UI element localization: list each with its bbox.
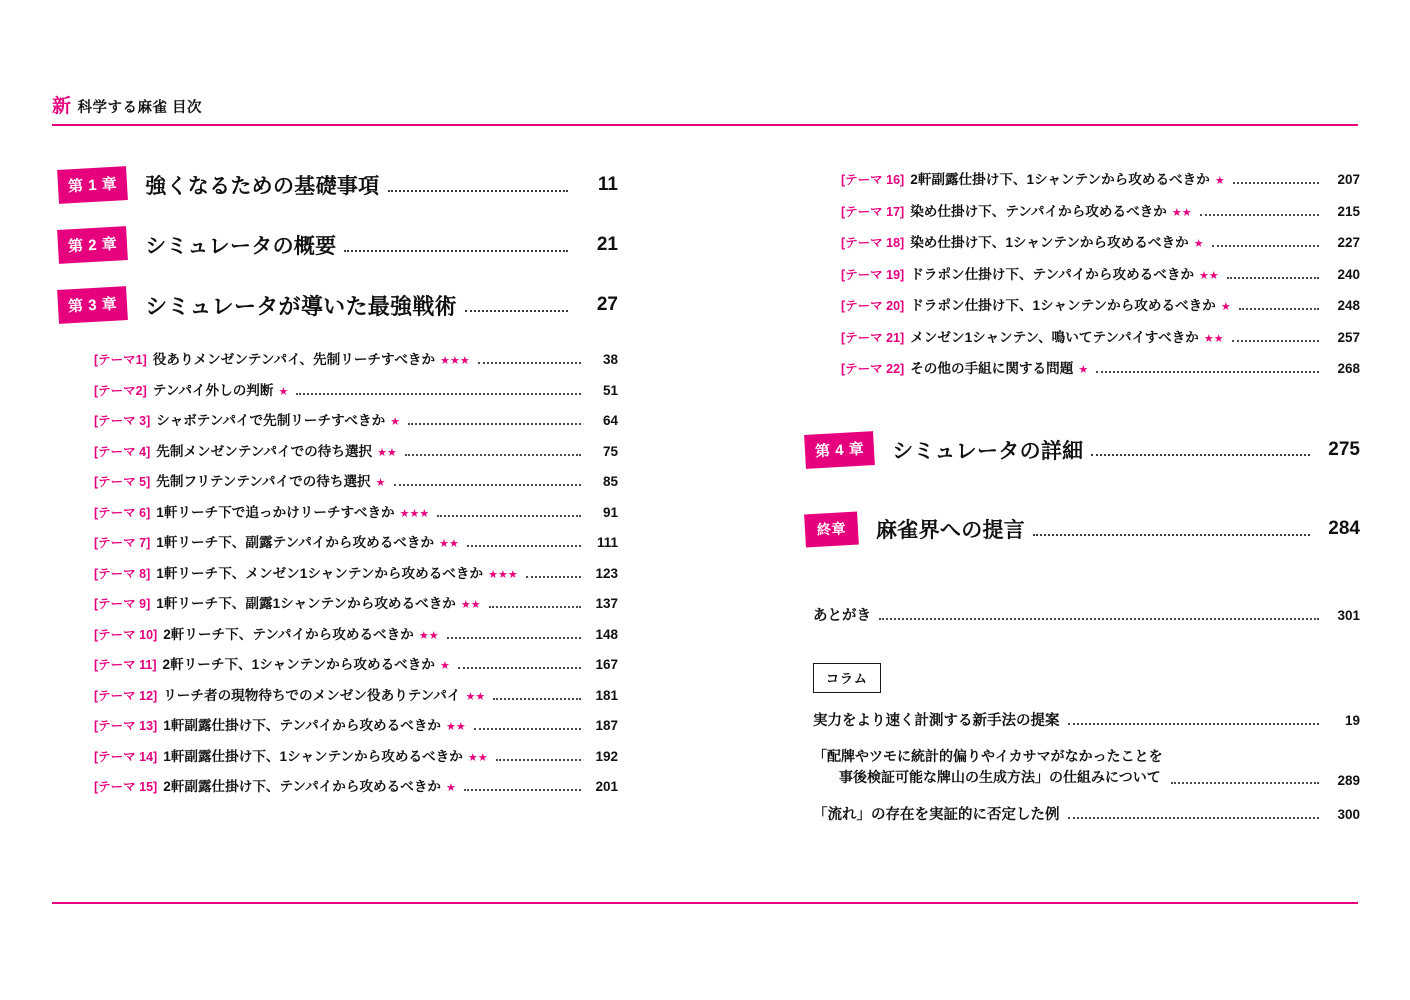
leader-dots — [1091, 443, 1310, 456]
chapter-entry-4[interactable] — [785, 433, 1360, 467]
theme-title: 2軒副露仕掛け下、1シャンテンから攻めるべきか — [910, 172, 1210, 187]
theme-page-number: 257 — [1337, 329, 1360, 345]
theme-page-number: 148 — [595, 626, 618, 642]
left-column — [58, 168, 618, 806]
theme-entry[interactable] — [58, 531, 618, 551]
theme-title: 先制メンゼンテンパイでの待ち選択 — [156, 443, 373, 459]
theme-page-number: 137 — [595, 596, 618, 611]
section-spacer — [785, 572, 1360, 604]
theme-tag: [テーマ 22] — [841, 362, 905, 376]
footer-divider — [52, 902, 1358, 904]
chapter-entry-1[interactable] — [58, 168, 618, 202]
theme-title: 1軒リーチ下で追っかけリーチすべきか — [156, 504, 395, 520]
theme-page-number: 248 — [1337, 298, 1360, 313]
theme-tag: [テーマ 3] — [94, 414, 151, 428]
theme-tag: [テーマ 20] — [841, 299, 905, 313]
theme-title: 染め仕掛け下、テンパイから攻めるべきか — [910, 203, 1167, 219]
theme-tag: [テーマ 11] — [94, 658, 157, 672]
leader-dots — [879, 613, 1319, 620]
chapter-title: シミュレータが導いた最強戦術 — [145, 293, 457, 319]
afterword-entry[interactable] — [785, 604, 1360, 625]
theme-entry[interactable] — [58, 775, 618, 795]
theme-entry[interactable] — [58, 684, 618, 704]
chapter-page-number: 27 — [596, 294, 618, 315]
difficulty-stars: ★★★ — [488, 568, 518, 581]
theme-page-number: 111 — [596, 535, 618, 550]
chapter-page-number: 11 — [597, 174, 618, 195]
theme-entry[interactable] — [58, 409, 618, 429]
theme-page-number: 215 — [1337, 203, 1360, 219]
leader-dots — [474, 723, 581, 730]
theme-page-number: 181 — [595, 687, 618, 703]
difficulty-stars: ★ — [1193, 238, 1204, 250]
theme-title: リーチ者の現物待ちでのメンゼン役ありテンパイ — [163, 687, 461, 703]
theme-tag: [テーマ 9] — [94, 597, 151, 611]
column-page-number: 300 — [1337, 806, 1360, 822]
theme-page-number: 64 — [602, 413, 618, 428]
difficulty-stars: ★★★ — [399, 507, 430, 520]
leader-dots — [496, 754, 581, 761]
chapter-entry-2[interactable] — [58, 228, 618, 262]
page-header — [52, 96, 1358, 130]
difficulty-stars: ★ — [1214, 175, 1225, 187]
leader-dots — [465, 299, 568, 312]
difficulty-stars: ★ — [278, 385, 289, 398]
theme-title: シャボテンパイで先制リーチすべきか — [156, 413, 386, 428]
theme-tag: [テーマ 21] — [841, 330, 905, 345]
column-entry[interactable] — [785, 803, 1360, 824]
column-title: 「流れ」の存在を実証的に否定した例 — [813, 806, 1060, 823]
difficulty-stars: ★ — [439, 660, 450, 672]
theme-page-number: 227 — [1337, 235, 1360, 250]
theme-title: その他の手組に関する問題 — [910, 361, 1074, 376]
theme-page-number: 167 — [595, 657, 618, 672]
leader-dots — [493, 693, 581, 700]
theme-entry[interactable] — [785, 200, 1360, 220]
difficulty-stars: ★★ — [418, 629, 439, 642]
chapter-title: 強くなるための基礎事項 — [145, 175, 380, 198]
theme-tag: [テーマ 14] — [94, 749, 158, 764]
leader-dots — [1227, 272, 1319, 279]
theme-entry[interactable] — [58, 348, 618, 368]
chapter-page-number: 275 — [1328, 438, 1360, 460]
theme-title: メンゼン1シャンテン、鳴いてテンパイすべきか — [910, 329, 1199, 345]
column-title: 実力をより速く計測する新手法の提案 — [813, 712, 1060, 729]
section-spacer — [785, 389, 1360, 433]
leader-dots — [489, 601, 581, 608]
theme-title: 1軒リーチ下、副露1シャンテンから攻めるべきか — [156, 596, 456, 611]
theme-tag: [テーマ 17] — [841, 204, 905, 219]
theme-title: 先制フリテンテンパイでの待ち選択 — [156, 474, 371, 489]
theme-tag: [テーマ 8] — [94, 566, 151, 581]
leader-dots — [464, 784, 581, 791]
leader-dots — [344, 239, 568, 252]
theme-entry[interactable] — [785, 357, 1360, 377]
difficulty-stars: ★★ — [467, 751, 488, 764]
difficulty-stars: ★★ — [460, 599, 481, 611]
column-section-label: コラム — [813, 663, 881, 693]
theme-tag: [テーマ 19] — [841, 267, 905, 282]
theme-title: 染め仕掛け下、1シャンテンから攻めるべきか — [910, 235, 1189, 250]
difficulty-stars: ★★ — [439, 538, 459, 550]
theme-title: 2軒リーチ下、テンパイから攻めるべきか — [163, 626, 414, 642]
theme-tag: [テーマ 13] — [94, 719, 158, 733]
theme-tag: [テーマ1] — [94, 353, 147, 367]
leader-dots — [478, 357, 581, 364]
theme-page-number: 123 — [595, 565, 618, 581]
leader-dots — [1068, 812, 1320, 819]
theme-entry[interactable] — [58, 592, 618, 612]
theme-entry[interactable] — [58, 501, 618, 521]
afterword-page-number: 301 — [1337, 607, 1360, 623]
leader-dots — [447, 632, 581, 639]
chapter-title: シミュレータの詳細 — [892, 439, 1084, 463]
leader-dots — [458, 662, 581, 669]
theme-entry[interactable] — [785, 326, 1360, 346]
theme-tag: [テーマ 4] — [94, 444, 151, 459]
theme-entry[interactable] — [58, 470, 618, 490]
theme-title: 1軒副露仕掛け下、1シャンテンから攻めるべきか — [163, 748, 463, 764]
column-title-line2: 事後検証可能な牌山の生成方法」の仕組みについて — [839, 769, 1161, 786]
theme-entry[interactable] — [58, 562, 618, 582]
difficulty-stars: ★★ — [465, 690, 486, 703]
theme-page-number: 187 — [595, 718, 618, 733]
theme-entry[interactable] — [58, 653, 618, 673]
theme-tag: [テーマ 15] — [94, 780, 158, 794]
difficulty-stars: ★★ — [1203, 332, 1224, 345]
leader-dots — [405, 449, 581, 456]
theme-tag: [テーマ 5] — [94, 475, 151, 489]
theme-entry[interactable] — [58, 440, 618, 460]
chapter-badge: 第 4 章 — [804, 431, 875, 469]
difficulty-stars: ★★ — [1171, 206, 1192, 219]
header-title-text: 科学する麻雀 目次 — [77, 100, 203, 116]
chapter-badge: 第 2 章 — [57, 226, 128, 264]
theme-page-number: 75 — [602, 443, 618, 459]
column-page-number: 19 — [1344, 712, 1360, 728]
leader-dots — [388, 179, 569, 192]
leader-dots — [1232, 335, 1319, 342]
theme-page-number: 91 — [602, 504, 618, 520]
column-entry[interactable] — [785, 746, 1360, 789]
leader-dots — [296, 388, 581, 395]
theme-entry[interactable] — [785, 231, 1360, 251]
leader-dots — [1033, 523, 1310, 536]
chapter-title: シミュレータの概要 — [145, 235, 337, 258]
header-mark: 新 — [52, 96, 72, 117]
theme-page-number: 201 — [595, 779, 618, 794]
theme-tag: [テーマ 16] — [841, 173, 905, 187]
chapter-page-number: 284 — [1328, 518, 1360, 539]
afterword-label: あとがき — [813, 607, 871, 624]
difficulty-stars: ★ — [390, 416, 401, 428]
theme-entry[interactable] — [58, 623, 618, 643]
theme-title: 1軒副露仕掛け下、テンパイから攻めるべきか — [163, 718, 442, 733]
theme-page-number: 192 — [595, 748, 618, 764]
theme-entry[interactable] — [58, 379, 618, 399]
leader-dots — [1171, 777, 1319, 784]
chapter-entry-3[interactable] — [58, 288, 618, 322]
theme-entry[interactable] — [58, 714, 618, 734]
theme-title: 2軒副露仕掛け下、テンパイから攻めるべきか — [163, 779, 442, 794]
header-divider — [52, 124, 1358, 126]
difficulty-stars: ★ — [1220, 301, 1231, 313]
leader-dots — [394, 479, 581, 486]
chapter-page-number: 21 — [596, 234, 618, 255]
leader-dots — [526, 571, 581, 578]
theme-entry[interactable] — [785, 294, 1360, 314]
leader-dots — [408, 418, 581, 425]
theme-title: ドラポン仕掛け下、テンパイから攻めるべきか — [910, 266, 1195, 282]
theme-page-number: 85 — [602, 474, 618, 489]
right-column — [785, 168, 1360, 840]
theme-entry[interactable] — [785, 168, 1360, 188]
theme-page-number: 240 — [1337, 266, 1360, 282]
difficulty-stars: ★★ — [377, 446, 397, 459]
chapter-entry-final[interactable] — [785, 513, 1360, 546]
chapter-badge: 第 1 章 — [57, 166, 128, 204]
leader-dots — [1200, 209, 1319, 216]
difficulty-stars: ★★★ — [440, 355, 470, 367]
theme-page-number: 207 — [1337, 172, 1360, 187]
theme-page-number: 38 — [602, 352, 618, 367]
leader-dots — [1212, 240, 1319, 247]
difficulty-stars: ★ — [1078, 364, 1089, 376]
theme-title: 1軒リーチ下、メンゼン1シャンテンから攻めるべきか — [156, 565, 484, 581]
leader-dots — [1096, 366, 1319, 373]
theme-page-number: 268 — [1337, 361, 1360, 376]
theme-tag: [テーマ2] — [94, 383, 147, 398]
theme-title: テンパイ外しの判断 — [152, 382, 274, 398]
chapter-badge: 終章 — [804, 511, 859, 547]
theme-entry[interactable] — [785, 263, 1360, 283]
theme-entry[interactable] — [58, 745, 618, 765]
leader-dots — [1068, 718, 1320, 725]
difficulty-stars: ★ — [375, 477, 386, 489]
column-page-number: 289 — [1337, 772, 1360, 788]
theme-page-number: 51 — [602, 382, 618, 398]
theme-tag: [テーマ 18] — [841, 236, 905, 250]
leader-dots — [1233, 177, 1319, 184]
theme-tag: [テーマ 7] — [94, 536, 151, 550]
chapter-badge: 第 3 章 — [57, 286, 128, 324]
column-title — [813, 746, 1163, 789]
theme-title: 役ありメンゼンテンパイ、先制リーチすべきか — [152, 352, 436, 367]
header-title — [52, 96, 1358, 117]
theme-tag: [テーマ 12] — [94, 688, 158, 703]
chapter-title: 麻雀界への提言 — [876, 519, 1026, 542]
theme-title: 1軒リーチ下、副露テンパイから攻めるべきか — [156, 535, 435, 550]
difficulty-stars: ★★ — [1199, 269, 1219, 282]
theme-tag: [テーマ 10] — [94, 627, 158, 642]
section-spacer — [785, 493, 1360, 513]
theme-title: 2軒リーチ下、1シャンテンから攻めるべきか — [162, 657, 435, 672]
difficulty-stars: ★★ — [446, 721, 466, 733]
theme-title: ドラポン仕掛け下、1シャンテンから攻めるべきか — [910, 298, 1216, 313]
difficulty-stars: ★ — [446, 782, 456, 794]
column-entry[interactable] — [785, 709, 1360, 730]
leader-dots — [467, 540, 581, 547]
theme-tag: [テーマ 6] — [94, 505, 151, 520]
column-title-line1: 「配牌やツモに統計的偏りやイカサマがなかったことを — [813, 747, 1163, 764]
leader-dots — [437, 510, 581, 517]
leader-dots — [1239, 303, 1319, 310]
